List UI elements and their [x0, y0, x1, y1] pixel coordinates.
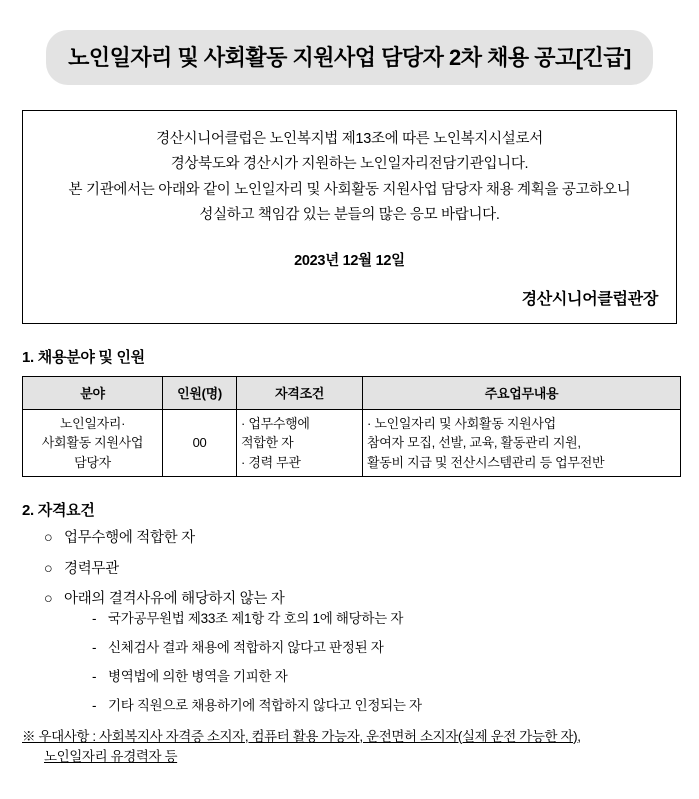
dash-bullet-icon: -: [92, 669, 97, 685]
duty-line-2: 참여자 모집, 선발, 교육, 활동관리 지원,: [367, 435, 581, 450]
column-header-duty: 주요업무내용: [363, 376, 681, 409]
list-item: [44, 590, 681, 715]
list-item: [44, 560, 681, 580]
circle-bullet-icon: ○: [44, 591, 53, 608]
intro-notice-box: [22, 110, 677, 324]
qualification-line-1: · 업무수행에: [241, 415, 310, 431]
dash-bullet-icon: -: [92, 610, 97, 626]
circle-bullet-icon: ○: [44, 530, 53, 546]
page-title-container: [18, 30, 681, 85]
cell-count: 00: [163, 409, 237, 477]
intro-line-2: 경상북도와 경산시가 지원하는 노인일자리전담기관입니다.: [170, 156, 529, 173]
disqualification-sublist: [44, 610, 681, 716]
duty-line-3: 활동비 지급 및 전산시스템관리 등 업무전반: [367, 454, 605, 470]
qualification-list: [22, 529, 681, 716]
circle-bullet-icon: ○: [44, 560, 53, 577]
section-heading-recruitment: 1. 채용분야 및 인원: [22, 348, 145, 366]
preference-footnote: [22, 727, 681, 769]
field-line-2: 사회활동 지원사업: [41, 435, 144, 450]
intro-line-3: 본 기관에서는 아래와 같이 노인일자리 및 사회활동 지원사업 담당자 채용 계획을 공고하오니: [68, 181, 631, 198]
field-line-1: 노인일자리·: [59, 415, 126, 431]
cell-field: [23, 409, 163, 477]
duty-line-1: · 노인일자리 및 사회활동 지원사업: [367, 415, 556, 431]
intro-line-1: 경산시니어클럽은 노인복지법 제13조에 따른 노인복지시설로서: [156, 131, 543, 147]
list-item: [92, 639, 681, 657]
column-header-qualification: 자격조건: [237, 376, 363, 409]
dash-bullet-icon: -: [92, 639, 97, 655]
list-item-label: 신체검사 결과 채용에 적합하지 않다고 판정된 자: [108, 639, 384, 655]
column-header-field: 분야: [23, 376, 163, 409]
list-item: [92, 697, 681, 715]
list-item-label: 국가공무원법 제33조 제1항 각 호의 1에 해당하는 자: [108, 610, 404, 626]
qualification-line-2: 적합한 자: [241, 435, 294, 450]
cell-qualification: [237, 409, 363, 477]
intro-line-4: 성실하고 책임감 있는 분들의 많은 응모 바랍니다.: [199, 207, 500, 224]
column-header-count: 인원(명): [163, 376, 237, 409]
list-item: [92, 610, 681, 628]
cell-duty: [363, 409, 681, 477]
document-page: [0, 30, 699, 799]
qualification-line-3: · 경력 무관: [241, 454, 301, 470]
footnote-line-2: 노인일자리 유경력자 등: [44, 749, 178, 765]
table-row: [23, 409, 681, 477]
dash-bullet-icon: -: [92, 698, 97, 714]
notice-signer: 경산시니어클럽관장: [521, 290, 658, 308]
list-item-label: 업무수행에 적합한 자: [64, 530, 195, 546]
list-item-label: 기타 직원으로 채용하기에 적합하지 않다고 인정되는 자: [108, 698, 422, 714]
list-item: [44, 529, 681, 549]
list-item-label: 아래의 결격사유에 해당하지 않는 자: [64, 591, 285, 608]
list-item-label: 병역법에 의한 병역을 기피한 자: [108, 669, 288, 685]
list-item-label: 경력무관: [64, 560, 119, 577]
section-heading-qualifications: 2. 자격요건: [22, 502, 95, 519]
table-header-row: [23, 376, 681, 409]
footnote-line-1: ※ 우대사항 : 사회복지사 자격증 소지자, 컴퓨터 활용 가능자, 운전면허 소지자(실제 운전 가능한 자),: [22, 728, 581, 744]
recruitment-table: [22, 376, 681, 478]
list-item: [92, 668, 681, 686]
field-line-3: 담당자: [74, 454, 111, 470]
page-title: 노인일자리 및 사회활동 지원사업 담당자 2차 채용 공고[긴급]: [46, 30, 653, 85]
notice-date: 2023년 12월 12일: [294, 252, 405, 269]
